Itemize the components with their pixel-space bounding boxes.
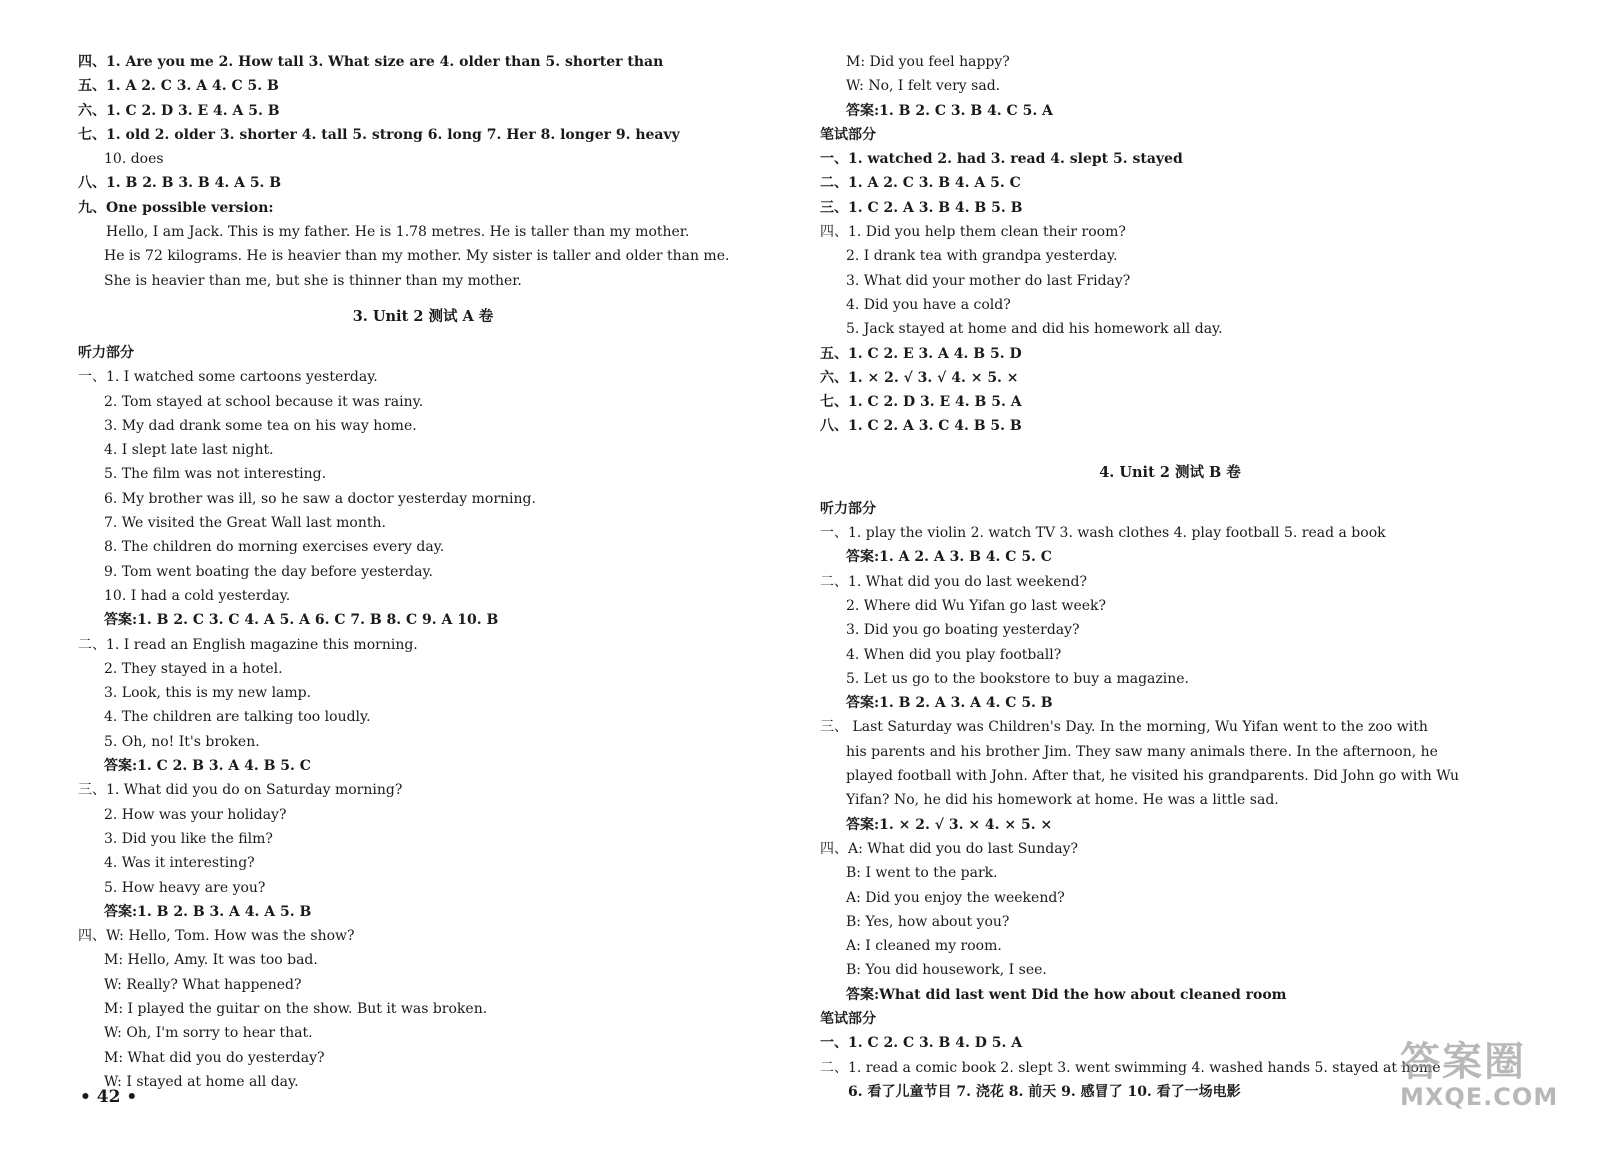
watermark-url: MXQE.COM: [1400, 1083, 1559, 1111]
text-line: 答案:1. B 2. C 3. B 4. C 5. A: [846, 102, 1053, 119]
text-line: W: Oh, I'm sorry to hear that.: [104, 1025, 313, 1042]
text-line: 10. I had a cold yesterday.: [104, 587, 291, 604]
text-line: 2. Where did Wu Yifan go last week?: [846, 597, 1107, 614]
text-line: 笔试部分: [820, 1010, 876, 1027]
text-line: W: I stayed at home all day.: [104, 1073, 299, 1090]
text-line: 2. Tom stayed at school because it was rainy.: [104, 393, 424, 410]
right-column: [820, 50, 1520, 1104]
listening-section-label: 听力部分: [78, 344, 134, 361]
text-line: 笔试部分: [820, 126, 876, 143]
watermark-logo: [1400, 1030, 1580, 1125]
text-line: his parents and his brother Jim. They saw many animals there. In the afternoon, he: [846, 743, 1438, 760]
text-line: 一、1. C 2. C 3. B 4. D 5. A: [820, 1035, 1023, 1052]
text-line: B: Yes, how about you?: [846, 913, 1010, 930]
text-line: 4. Was it interesting?: [104, 855, 255, 872]
text-line: 答案:1. C 2. B 3. A 4. B 5. C: [104, 758, 311, 775]
text-line: 三、 Last Saturday was Children's Day. In the morning, Wu Yifan went to the zoo with: [820, 719, 1428, 736]
text-line: 八、1. B 2. B 3. B 4. A 5. B: [78, 175, 282, 192]
text-line: 6. My brother was ill, so he saw a doctor yesterday morning.: [104, 490, 536, 507]
right-answer-block-1: [820, 50, 1520, 439]
text-line: W: Really? What happened?: [104, 976, 302, 993]
text-line: 答案:1. B 2. A 3. A 4. C 5. B: [846, 695, 1053, 712]
text-line: 5. Jack stayed at home and did his homework all day.: [846, 321, 1223, 338]
text-line: 二、1. I read an English magazine this morning.: [78, 636, 418, 653]
text-line: 三、1. C 2. A 3. B 4. B 5. B: [820, 199, 1023, 216]
text-line: 7. We visited the Great Wall last month.: [104, 515, 386, 532]
text-line: 二、1. What did you do last weekend?: [820, 573, 1088, 590]
text-line: 二、1. read a comic book 2. slept 3. went swimming 4. washed hands 5. stayed at home: [820, 1059, 1441, 1076]
text-line: M: What did you do yesterday?: [104, 1049, 325, 1066]
text-line: M: Hello, Amy. It was too bad.: [104, 952, 318, 969]
text-line: Hello, I am Jack. This is my father. He is 1.78 metres. He is taller than my mother.: [106, 224, 690, 241]
text-line: He is 72 kilograms. He is heavier than my mother. My sister is taller and older than me.: [104, 248, 730, 265]
page-number: • 42 •: [80, 1087, 138, 1107]
text-line: 2. I drank tea with grandpa yesterday.: [846, 248, 1118, 265]
text-line: 二、1. A 2. C 3. B 4. A 5. C: [820, 175, 1021, 192]
text-line: M: Did you feel happy?: [846, 54, 1010, 70]
section-title-unit2-b: 4. Unit 2 测试 B 卷: [1099, 463, 1241, 481]
text-line: 答案:1. B 2. B 3. A 4. A 5. B: [104, 903, 312, 920]
text-line: 一、1. watched 2. had 3. read 4. slept 5. stayed: [820, 151, 1183, 168]
text-line: 2. They stayed in a hotel.: [104, 660, 283, 677]
text-line: 四、A: What did you do last Sunday?: [820, 840, 1079, 857]
text-line: 四、1. Did you help them clean their room?: [820, 224, 1126, 241]
left-answer-block-2: [78, 365, 768, 1094]
text-line: A: I cleaned my room.: [846, 938, 1002, 955]
text-line: 八、1. C 2. A 3. C 4. B 5. B: [820, 418, 1022, 435]
text-line: 5. The film was not interesting.: [104, 466, 327, 483]
right-answer-block-2: [820, 521, 1520, 1104]
text-line: 七、1. C 2. D 3. E 4. B 5. A: [820, 394, 1022, 411]
text-line: 七、1. old 2. older 3. shorter 4. tall 5. strong 6. long 7. Her 8. longer 9. heavy: [78, 126, 680, 143]
section-title-unit2-a: 3. Unit 2 测试 A 卷: [352, 307, 494, 325]
text-line: 2. How was your holiday?: [104, 806, 287, 823]
text-line: 3. Look, this is my new lamp.: [104, 685, 312, 702]
text-line: 五、1. C 2. E 3. A 4. B 5. D: [820, 345, 1022, 362]
text-line: B: You did housework, I see.: [846, 962, 1047, 979]
text-line: 答案:1. A 2. A 3. B 4. C 5. C: [846, 549, 1052, 566]
left-column: [78, 50, 768, 1094]
watermark-text: 答案圈: [1400, 1039, 1526, 1085]
listening-section-label: 听力部分: [820, 500, 876, 517]
text-line: 答案:What did last went Did the how about cleaned room: [846, 986, 1287, 1003]
text-line: B: I went to the park.: [846, 865, 998, 882]
text-line: 三、1. What did you do on Saturday morning?: [78, 782, 403, 799]
text-line: 6. 看了儿童节目 7. 浇花 8. 前天 9. 感冒了 10. 看了一场电影: [848, 1083, 1241, 1100]
text-line: 3. My dad drank some tea on his way home.: [104, 417, 417, 434]
text-line: 10. does: [104, 151, 164, 168]
text-line: 答案:1. × 2. √ 3. × 4. × 5. ×: [846, 816, 1053, 833]
text-line: She is heavier than me, but she is thinner than my mother.: [104, 272, 522, 289]
text-line: 4. Did you have a cold?: [846, 296, 1011, 313]
text-line: 3. Did you go boating yesterday?: [846, 622, 1080, 639]
text-line: 答案:1. B 2. C 3. C 4. A 5. A 6. C 7. B 8. C 9. A 10. B: [104, 612, 499, 629]
text-line: 4. I slept late last night.: [104, 442, 274, 459]
text-line: 四、W: Hello, Tom. How was the show?: [78, 928, 355, 945]
left-answer-block-1: [78, 50, 768, 293]
text-line: 四、1. Are you me 2. How tall 3. What size are 4. older than 5. shorter than: [78, 54, 664, 70]
text-line: 4. When did you play football?: [846, 646, 1062, 663]
text-line: 3. Did you like the film?: [104, 830, 273, 847]
text-line: A: Did you enjoy the weekend?: [846, 889, 1065, 906]
text-line: Yifan? No, he did his homework at home. He was a little sad.: [846, 792, 1279, 809]
text-line: 九、One possible version:: [78, 199, 274, 216]
text-line: played football with John. After that, he visited his grandparents. Did John go with Wu: [846, 768, 1460, 785]
text-line: 5. Let us go to the bookstore to buy a magazine.: [846, 670, 1189, 687]
text-line: 9. Tom went boating the day before yesterday.: [104, 563, 433, 580]
text-line: 六、1. × 2. √ 3. √ 4. × 5. ×: [820, 369, 1019, 386]
text-line: 一、1. play the violin 2. watch TV 3. wash clothes 4. play football 5. read a book: [820, 525, 1386, 542]
text-line: 5. Oh, no! It's broken.: [104, 733, 260, 750]
text-line: 一、1. I watched some cartoons yesterday.: [78, 369, 378, 386]
text-line: 8. The children do morning exercises every day.: [104, 539, 445, 556]
text-line: 五、1. A 2. C 3. A 4. C 5. B: [78, 78, 279, 95]
text-line: 4. The children are talking too loudly.: [104, 709, 371, 726]
text-line: 六、1. C 2. D 3. E 4. A 5. B: [78, 102, 280, 119]
text-line: 3. What did your mother do last Friday?: [846, 272, 1131, 289]
text-line: W: No, I felt very sad.: [846, 78, 1001, 95]
text-line: M: I played the guitar on the show. But it was broken.: [104, 1000, 488, 1017]
text-line: 5. How heavy are you?: [104, 879, 266, 896]
spacer: [820, 439, 1520, 449]
